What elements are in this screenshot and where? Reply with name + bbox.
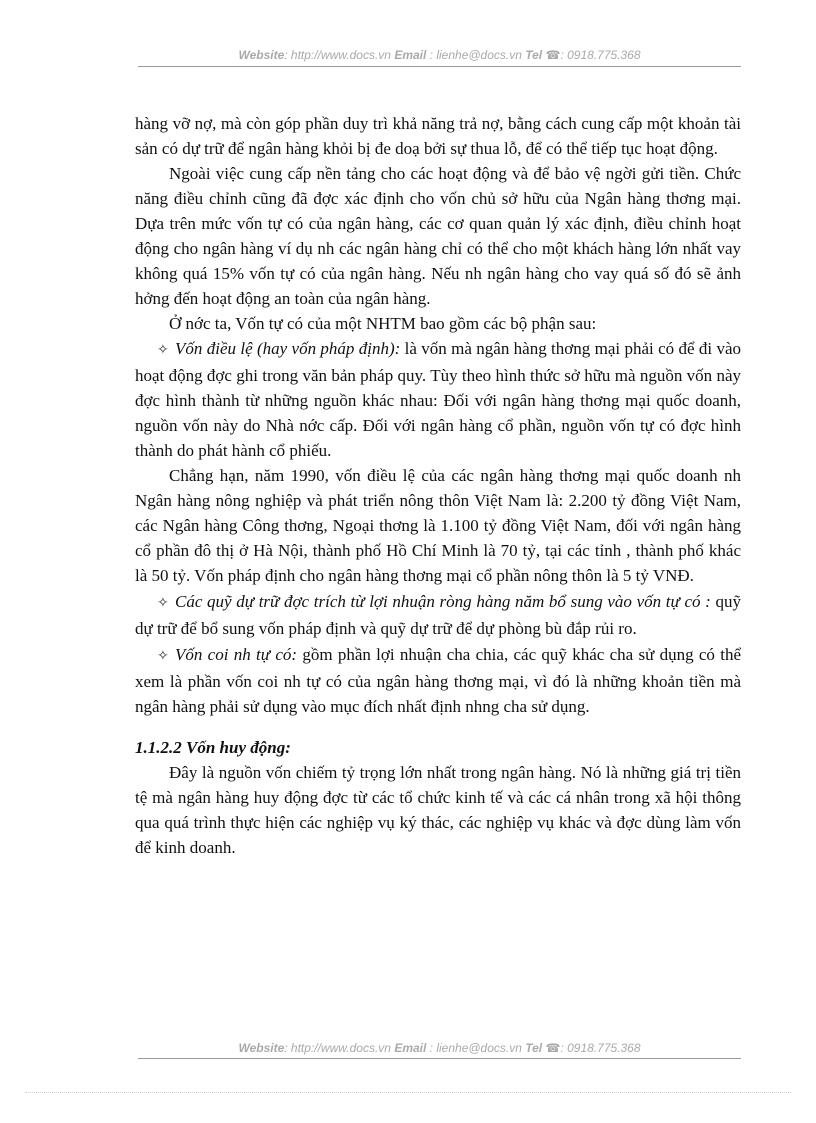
header-email-value[interactable]: : lienhe@docs.vn — [429, 48, 522, 62]
paragraph-1: hàng vỡ nợ, mà còn góp phần duy trì khả năng trả nợ, bằng cách cung cấp một khoản tài sản có dự trữ để ngân hàng khỏi bị đe doạ bởi sự thua lỗ, để có thể tiếp tục hoạt động. — [135, 114, 741, 158]
bullet-item-charter-capital — [135, 336, 741, 463]
section-heading: 1.1.2.2 Vốn huy động: — [135, 738, 291, 757]
document-body — [135, 111, 741, 860]
diamond-bullet-icon: ✧ — [157, 343, 169, 358]
footer-divider — [138, 1058, 741, 1059]
paragraph-3: Ở nớc ta, Vốn tự có của một NHTM bao gồm các bộ phận sau: — [169, 314, 597, 333]
bullet-3-title: Vốn coi nh tự có: — [175, 645, 298, 664]
footer-website-value[interactable]: : http://www.docs.vn — [284, 1041, 391, 1055]
diamond-bullet-icon: ✧ — [157, 596, 169, 611]
header-tel-label: Tel — [525, 48, 543, 62]
diamond-bullet-icon: ✧ — [157, 649, 169, 664]
bullet-1-title: Vốn điều lệ (hay vốn pháp định): — [175, 339, 401, 358]
bullet-3-text: gồm phần lợi nhuận cha chia, các quỹ khác cha sử dụng có thể xem là phần vốn coi nh tự có của ngân hàng thơng mại, vì đó là những khoản tiền mà ngân hàng phải sử dụng vào mục đích nhất định nhng cha sử dụng. — [135, 645, 741, 716]
page-footer — [138, 1041, 741, 1055]
page-header — [138, 48, 741, 62]
page-boundary — [25, 1092, 791, 1093]
header-tel-value: : 0918.775.368 — [560, 48, 641, 62]
footer-email-label: Email — [394, 1041, 427, 1055]
bullet-1-text: là vốn mà ngân hàng thơng mại phải có để đi vào hoạt động đợc ghi trong văn bản pháp quy. Tùy theo hình thức sở hữu mà nguồn vốn này đợc hình thành từ những nguồn khác nhau: Đối với ngân hàng thơng mại quốc doanh, nguồn vốn này do Nhà nớc cấp. Đối với ngân hàng cổ phần, nguồn vốn tự có đợc hình thành do phát hành cổ phiếu. — [135, 339, 741, 460]
header-website-label: Website — [238, 48, 285, 62]
footer-website-label: Website — [238, 1041, 285, 1055]
paragraph-5: Đây là nguồn vốn chiếm tỷ trọng lớn nhất trong ngân hàng. Nó là những giá trị tiền tệ mà ngân hàng huy động đợc từ các tổ chức kinh tế và các cá nhân trong xã hội thông qua quá trình thực hiện các nghiệp vụ ký thác, các nghiệp vụ khác và đợc dùng làm vốn để kinh doanh. — [135, 763, 741, 857]
footer-email-value[interactable]: : lienhe@docs.vn — [429, 1041, 522, 1055]
bullet-item-reserve-funds — [135, 589, 741, 641]
footer-tel-value: : 0918.775.368 — [560, 1041, 641, 1055]
paragraph-4: Chẳng hạn, năm 1990, vốn điều lệ của các ngân hàng thơng mại quốc doanh nh Ngân hàng nông nghiệp và phát triển nông thôn Việt Nam là: 2.200 tỷ đồng Việt Nam, các Ngân hàng Công thơng, Ngoại thơng là 1.100 tỷ đồng Việt Nam, đối với ngân hàng cổ phần đô thị ở Hà Nội, thành phố Hồ Chí Minh là 70 tỷ, tại các tỉnh , thành phố khác là 50 tỷ. Vốn pháp định cho ngân hàng thơng mại cổ phần nông thôn là 5 tỷ VNĐ. — [135, 466, 741, 585]
phone-icon: ☎ — [545, 1041, 561, 1055]
bullet-item-quasi-capital — [135, 642, 741, 719]
header-website-value[interactable]: : http://www.docs.vn — [284, 48, 391, 62]
header-divider — [138, 66, 741, 67]
header-email-label: Email — [394, 48, 427, 62]
phone-icon: ☎ — [545, 48, 561, 62]
bullet-2-text: quỹ dự trữ để bổ sung vốn pháp định và quỹ dự trữ để dự phòng bù đắp rủi ro. — [135, 592, 741, 638]
paragraph-2: Ngoài việc cung cấp nền tảng cho các hoạt động và để bảo vệ ngời gửi tiền. Chức năng điều chỉnh cũng đã đợc xác định cho vốn chủ sở hữu của Ngân hàng thơng mại. Dựa trên mức vốn tự có của ngân hàng, các cơ quan quản lý xác định, điều chỉnh hoạt động cho ngân hàng ví dụ nh các ngân hàng chỉ có thể cho một khách hàng lớn nhất vay không quá 15% vốn tự có của ngân hàng. Nếu nh ngân hàng cho vay quá số đó sẽ ảnh hởng đến hoạt động an toàn của ngân hàng. — [135, 164, 741, 308]
footer-tel-label: Tel — [525, 1041, 543, 1055]
bullet-2-title: Các quỹ dự trữ đợc trích từ lợi nhuận ròng hàng năm bổ sung vào vốn tự có : — [175, 592, 711, 611]
